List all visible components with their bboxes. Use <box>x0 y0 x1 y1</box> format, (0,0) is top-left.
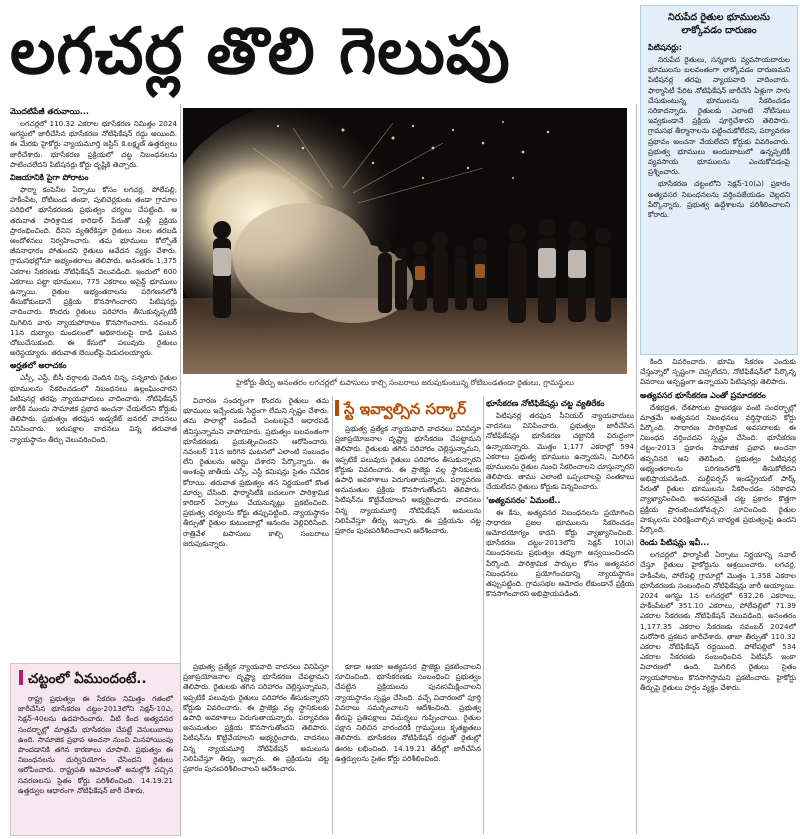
law-box-accent-bar <box>19 670 23 685</box>
special-column-1 <box>335 424 481 658</box>
special-para-3: ఈ కేసు, అత్యవసర నిబంధనలను ప్రయోగించి సాధారణ ప్రజల భూములను సేకరించడం ఆమోదయోగ్యం కాదని కోర్టు వ్యాఖ్యానించింది. భూసేకరణ చట్టం-2013లోని సెక్షన్ 10(ఎ) నిబంధనలను ప్రభుత్వం తప్పుగా అన్వయించిందని పేర్కొంది. పారిశ్రామిక పార్కుల కోసం అత్యవసర నిబంధనలు ప్రయోగించడాన్ని న్యాయస్థానం తప్పుపట్టింది. గ్రామసభల ఆమోదం లేకుండానే ప్రక్రియ కొనసాగించారని అభిప్రాయపడింది. <box>486 507 634 599</box>
headline: లగచర్ల తొలి గెలుపు <box>10 15 511 89</box>
sidebar-para-2: భూసేకరణ చట్టంలోని సెక్షన్-10(ఎ) ప్రకారం అత్యవసర నిబంధనలను వర్తింపజేయడం చెల్లదని పేర్కొన్నారు. ప్రభుత్వ ఉద్దేశాలను పరిశీలించాలని కోరారు. <box>648 179 790 220</box>
special-para-2: పిటిషనర్ల తరఫున సీనియర్ న్యాయవాదులు వాదనలు వినిపించారు. ప్రభుత్వం జారీచేసిన నోటిఫికేషన్లు భూసేకరణ చట్టానికి విరుద్ధంగా ఉన్నాయన్నారు. మొత్తం 1,177 ఎకరాల్లో 594 ఎకరాలు ప్రభుత్వ భూములు ఉన్నాయని, మిగిలిన భూములను రైతుల నుంచి సేకరించాలని చూస్తున్నారని తెలిపారు. తాము ఎలాంటి ఒప్పందాలపై సంతకాలు చేయలేదని రైతులు కోర్టుకు విన్నవించారు. <box>486 411 634 492</box>
column-divider <box>332 396 333 834</box>
law-box-text <box>18 694 173 830</box>
right-subheading-1: అత్యవసర భూసేకరణ ఎంతో ప్రమాదకరం <box>640 390 766 400</box>
center-top-para-1: విచారణ సందర్భంగా కొందరు రైతులు తమ భూములు ఇచ్చేందుకు సిద్ధంగా లేమని స్పష్టం చేశారు. తమ పొలాల్లో పండించే పంటలపైనే ఆధారపడి జీవిస్తున్నామని వాపోయారు. ప్రభుత్వం బలవంతంగా భూసేకరణకు ప్రయత్నించిందని ఆరోపించారు. నవంబర్ 11న జరిగిన ఘటనలో ఎలాంటి సంబంధం లేని రైతులను అరెస్టు చేశారని పేర్కొన్నారు. ఈ అంశంపై జాతీయ ఎస్సీ, ఎస్టీ కమిషన్లు సైతం నివేదిక కోరాయి. తరువాత ప్రభుత్వం తన నిర్ణయంలో కొంత మార్పు చేసింది. ఫార్మాసిటీకి బదులుగా పారిశ్రామిక కారిడార్ ఏర్పాటు చేయనున్నట్లు ప్రకటించింది. ప్రభుత్వ చర్యలను కోర్టు తప్పుపట్టింది. న్యాయస్థానం తీర్పుతో రైతుల కుటుంబాల్లో ఆనందం వెల్లివిరిసింది. రాత్రివేళ టపాసులు కాల్చి సంబరాలు జరుపుకున్నారు. <box>183 396 329 548</box>
law-box-title-text: చట్టంలో ఏముందంటే.. <box>28 671 147 687</box>
special-column-2 <box>486 396 634 834</box>
law-box-title <box>19 670 147 688</box>
right-para-2: దేశభద్రత, దేశపౌరుల ప్రాణరక్షణ వంటి సందర్భాల్లో మాత్రమే అత్యవసర నిబంధనలు వర్తిస్తాయని కోర్టు పేర్కొంది. సాధారణ పారిశ్రామిక అవసరాలకు ఈ నిబంధన వర్తించదని స్పష్టం చేసింది. భూసేకరణ చట్టం-2013 ప్రకారం సామాజిక ప్రభావ అంచనా తప్పనిసరి అని తెలిపింది. ప్రభుత్వం పిటిషనర్ల అభ్యంతరాలను పరిగణనలోకి తీసుకోలేదని అభిప్రాయపడింది. మల్టీపర్పస్ ఇండస్ట్రియల్ పార్క్ పేరుతో రైతుల భూములను సేకరించడం సరికాదని వ్యాఖ్యానించింది. అవసరమైతే చట్ట ప్రకారం కొత్తగా ప్రక్రియ ప్రారంభించుకోవచ్చని సూచించింది. రైతుల హక్కులను పరిరక్షించాల్సిన బాధ్యత ప్రభుత్వంపై ఉందని పేర్కొంది. <box>640 402 796 535</box>
special-subheading-1: భూసేకరణ నోటిఫికేషన్లు చట్ట వ్యతిరేకం <box>486 399 605 408</box>
dateline: మొదటిపేజీ తరువాయి... <box>10 107 89 116</box>
special-title-text: స్టే ఇవ్వాల్సిన సర్కార్ <box>344 400 467 418</box>
column-divider <box>483 396 484 834</box>
law-box <box>10 663 181 836</box>
photo-caption: హైకోర్టు తీర్పు అనంతరం లగచర్లలో టపాసులు కాల్చి సంబరాలు జరుపుకుంటున్న రోటిబండతండా రైతులు, గ్రామస్థులు <box>235 378 575 387</box>
right-column <box>640 357 796 835</box>
center-bottom-column <box>183 662 329 834</box>
law-box-para-1: రాష్ట్ర ప్రభుత్వం ఈ సేకరణ నిమిత్తం గతంలో జారీచేసిన భూసేకరణ చట్టం-2013లోని సెక్షన్-10ఎ, సెక్షన్-40లను ఉదహరించారు. వీటి కింద అత్యవసర సందర్భాల్లో మాత్రమే భూసేకరణ చేపట్టే వెసులుబాటు ఉంది. సామాజిక ప్రభావ అంచనా నుంచి మినహాయింపు పొందడానికి తగిన కారణాలు చూపాలి. ప్రభుత్వం ఈ నిబంధనలను దుర్వినియోగం చేసిందని రైతులు ఆరోపించారు. రాష్ట్రపతి ఆమోదంతో అమల్లోకి వచ్చిన సవరణలను సైతం కోర్టు పరిశీలించింది. 14.19.21 ఉత్తర్వుల ఆధారంగా నోటిఫికేషన్ జారీ చేశారు. <box>18 694 173 795</box>
column-divider <box>180 104 181 834</box>
special-column-3 <box>335 662 481 834</box>
left-subheading-2: అర్హతలో అరాచకం <box>10 361 67 371</box>
special-subheading-2: 'అత్యవసరం' ఏమంటే.. <box>486 495 561 505</box>
title-accent-bar <box>335 400 339 416</box>
right-para-3: లగచర్లలో ఫార్మాసిటీ ఏర్పాటు నిర్ణయాన్ని సవాల్ చేస్తూ రైతులు హైకోర్టును ఆశ్రయించారు. లగచర్ల, హకీంపేట, పోలేపల్లి గ్రామాల్లో మొత్తం 1,358 ఎకరాల భూసేకరణకు సంబంధించి నోటిఫికేషన్లు జారీ అయ్యాయి. 2024 ఆగస్టు 1న లగచర్లలో 632.26 ఎకరాలు, హకీంపేటలో 351.10 ఎకరాలు, పోలేపల్లిలో 71.39 ఎకరాల సేకరణకు నోటిఫికేషన్ వెలువడింది. అనంతరం 1,177.35 ఎకరాల సేకరణకు నవంబర్ 2024లో మరోసారి ప్రకటన జారీచేశారు. తాజా తీర్పుతో 110.32 ఎకరాల నోటిఫికేషన్ రద్దయింది. పోలేపల్లిలో 534 ఎకరాల సేకరణకు సంబంధించిన పిటిషన్ ఇంకా విచారణలో ఉంది. మిగిలిన రైతులు సైతం న్యాయపోరాటం కొనసాగిస్తామని ప్రకటించారు. హైకోర్టు తీర్పుపై రైతులు హర్షం వ్యక్తం చేశారు. <box>640 550 796 692</box>
right-subheading-2: రెండు పిటిషన్లు ఇవీ... <box>640 538 710 548</box>
right-para-1: కింది వివరించారు. భూమి సేకరణ ఎందుకు చేస్తున్నారో స్పష్టంగా చెప్పలేదని, నోటిఫికేషన్‌లో పేర్కొన్న వివరాలు అస్పష్టంగా ఉన్నాయని పిటిషనర్లు తెలిపారు. <box>640 357 796 387</box>
center-left-column <box>183 396 329 658</box>
sidebar-box <box>640 5 798 355</box>
left-column <box>10 104 177 656</box>
column-divider <box>636 104 637 834</box>
left-subheading-1: విజయానికి పైగా పోరాటం <box>10 173 89 183</box>
sidebar-title: నిరుపేద రైతుల భూములను లాక్కోవడం దారుణం <box>668 12 770 36</box>
celebration-photo <box>183 108 627 374</box>
left-para-2: ఫార్మా కంపెనీల ఏర్పాటు కోసం లగచర్ల, పోలేపల్లి, హకీంపేట, రోటిబండ తండా, పులిచెర్లకుంట తండా గ్రామాల పరిధిలో భూసేకరణకు ప్రభుత్వం చర్యలు చేపట్టింది. ఆ తరువాత పారిశ్రామిక కారిడార్ పేరుతో మళ్లీ ప్రక్రియ ప్రారంభించింది. దీనిని వ్యతిరేకిస్తూ రైతులు నెలల తరబడి ఆందోళనలు నిర్వహించారు. తమ భూములు కోల్పోతే జీవనాధారం పోతుందని రైతులు ఆవేదన వ్యక్తం చేశారు. గ్రామసభల్లోనూ అభ్యంతరాలు తెలిపారు. అనంతరం 1,375 ఎకరాల సేకరణకు నోటిఫికేషన్ వెలువడింది. ఇందులో 600 ఎకరాలు పట్టా భూములు, 775 ఎకరాలు అసైన్డ్ భూములు ఉన్నాయి. రైతుల అభ్యంతరాలను పరిగణనలోకి తీసుకోకుండానే ప్రక్రియ కొనసాగించారని పిటిషనర్లు వాదించారు. కొందరు రైతులు పరిహారం తీసుకున్నప్పటికీ మిగిలిన వారు న్యాయపోరాటం కొనసాగించారు. నవంబర్ 11న దుద్యాల మండలంలో అధికారులపై దాడి ఘటన చోటుచేసుకుంది. ఈ కేసులో పలువురు రైతులు అరెస్టయ్యారు. తరువాత బెయిల్‌పై విడుదలయ్యారు. <box>10 185 177 358</box>
center-bottom-para-2: ప్రభుత్వ ప్రత్యేక న్యాయవాది వాదనలు వినిపిస్తూ ప్రజాప్రయోజనాల దృష్ట్యా భూసేకరణ చేపట్టామని తెలిపారు. రైతులకు తగిన పరిహారం చెల్లిస్తున్నామని, ఇప్పటికే పలువురు రైతులు పరిహారం తీసుకున్నారని కోర్టుకు వివరించారు. ఈ ప్రాజెక్టు వల్ల స్థానికులకు ఉపాధి అవకాశాలు పెరుగుతాయన్నారు. పర్యావరణ అనుమతుల ప్రక్రియ కొనసాగుతోందని తెలిపారు. పిటిషన్‌ను కొట్టివేయాలని అభ్యర్థించారు. వాదనలు విన్న న్యాయమూర్తి నోటిఫికేషన్ అమలును నిలిపివేస్తూ తీర్పు ఇచ్చారు. ఈ ప్రక్రియను చట్ట ప్రకారం పునఃపరిశీలించాలని ఆదేశించారు. <box>183 662 329 774</box>
center-bottom-para-1: కూడా ఆయా అత్యవసర ప్రాజెక్టు ప్రకటించాలని సూచించింది. భూసేకరణకు సంబంధించి ప్రభుత్వం చేపట్టిన ప్రక్రియలను పునఃసమీక్షించాలని న్యాయస్థానం స్పష్టం చేసింది. వచ్చే విచారణలో పూర్తి వివరాలు సమర్పించాలని ఆదేశించింది. ప్రభుత్వ తీరుపై ప్రతిపక్షాలు విమర్శలు గుప్పించాయి. రైతుల పక్షాన నిలిచిన వారందరికీ గ్రామస్థులు కృతజ్ఞతలు తెలిపారు. భూసేకరణ నోటిఫికేషన్ రద్దుతో రైతుల్లో ఊరట లభించింది. 14.19.21 తేదీల్లో జారీచేసిన ఉత్తర్వులను సైతం కోర్టు పరిశీలించింది. <box>335 662 481 763</box>
sidebar-para-1: నిరుపేద రైతులు, సన్నకారు వ్యవసాయదారుల భూములను బలవంతంగా లాక్కోవడం దారుణమని పిటిషనర్ల తరఫు న్యాయవాది వాదించారు. ఫార్మాసిటీ పేరిట నోటిఫికేషన్ జారీచేసి ఏళ్లుగా సాగు చేసుకుంటున్న భూములను సేకరించడం సరికాదన్నారు. రైతులకు ఎలాంటి నోటీసులు ఇవ్వకుండానే ప్రక్రియ పూర్తిచేశారని తెలిపారు. గ్రామసభ తీర్మానాలను పట్టించుకోలేదని, పర్యావరణ ప్రభావం అంచనా వేయలేదని కోర్టుకు వివరించారు. ప్రభుత్వ భూములు అందుబాటులో ఉన్నప్పటికీ వ్యవసాయ భూములను ఎంచుకోవడంపై ప్రశ్నించారు. <box>648 55 790 177</box>
left-para-1: లగచర్లలో 110.32 ఎకరాల భూసేకరణ నిమిత్తం 2024 ఆగస్టులో జారీచేసిన భూసేకరణ నోటిఫికేషన్ రద్దు అయింది. ఈ మేరకు హైకోర్టు న్యాయమూర్తి జస్టిస్ కె.లక్ష్మణ్ ఉత్తర్వులు జారీచేశారు. భూసేకరణ ప్రక్రియలో చట్ట నిబంధనలను పాటించలేదని పిటిషనర్లు కోర్టు దృష్టికి తెచ్చారు. <box>10 119 177 169</box>
sidebar-dateline: పిటిషనర్లు: <box>648 43 682 52</box>
sidebar-text <box>641 40 797 340</box>
special-para-1: ప్రభుత్వ ప్రత్యేక న్యాయవాది వాదనలు వినిపిస్తూ ప్రజాప్రయోజనాల దృష్ట్యా భూసేకరణ చేపట్టామని తెలిపారు. రైతులకు తగిన పరిహారం చెల్లిస్తున్నామని, ఇప్పటికే పలువురు రైతులు పరిహారం తీసుకున్నారని కోర్టుకు వివరించారు. ఈ ప్రాజెక్టు వల్ల స్థానికులకు ఉపాధి అవకాశాలు పెరుగుతాయన్నారు. పర్యావరణ అనుమతుల ప్రక్రియ కొనసాగుతోందని తెలిపారు. పిటిషన్‌ను కొట్టివేయాలని అభ్యర్థించారు. వాదనలు విన్న న్యాయమూర్తి నోటిఫికేషన్ అమలును నిలిపివేస్తూ తీర్పు ఇచ్చారు. ఈ ప్రక్రియను చట్ట ప్రకారం పునఃపరిశీలించాలని ఆదేశించారు. <box>335 424 481 536</box>
left-para-3: ఎస్సీ, ఎస్టీ, బీసీ వర్గాలకు చెందిన చిన్న, సన్నకారు రైతుల భూములను సేకరించడంలో నిబంధనలు ఉల్లంఘించారని పిటిషనర్ల తరఫు న్యాయవాదులు వాదించారు. నోటిఫికేషన్ జారీకి ముందు సామాజిక ప్రభావ అంచనా చేయలేదని కోర్టుకు తెలిపారు. ప్రభుత్వం తరఫున అడ్వకేట్ జనరల్ వాదనలు వినిపించారు. ఇరుపక్షాల వాదనలు విన్న తరువాత న్యాయస్థానం తీర్పు వెలువరించింది. <box>10 373 177 444</box>
